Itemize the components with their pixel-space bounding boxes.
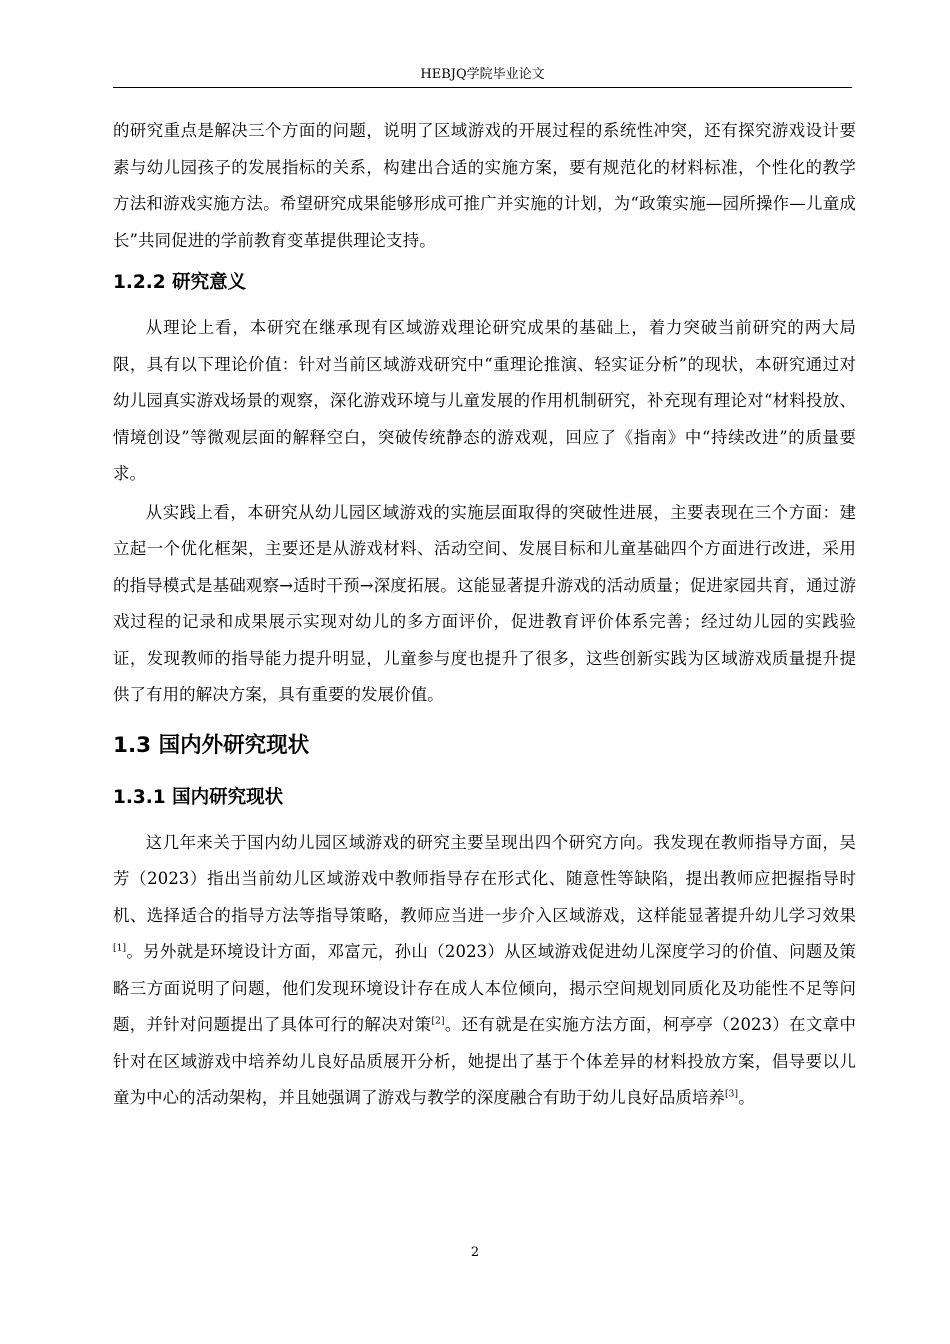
header-divider: [113, 87, 852, 88]
paragraph-practical-value: 从实践上看，本研究从幼儿园区域游戏的实施层面取得的突破性进展，主要表现在三个方面：建立起一个优化框架，主要还是从游戏材料、活动空间、发展目标和儿童基础四个方面进行改进，采用的指导模式是基础观察→适时干预→深度拓展。这能显著提升游戏的活动质量；促进家园共育，通过游戏过程的记录和成果展示实现对幼儿的多方面评价，促进教育评价体系完善；经过幼儿园的实践验证，发现教师的指导能力提升明显，儿童参与度也提升了很多，这些创新实践为区域游戏质量提升提供了有用的解决方案，具有重要的发展价值。: [113, 502, 856, 704]
citation-ref-2[interactable]: [2]: [431, 1016, 445, 1027]
heading-1-2-2: 1.2.2 研究意义: [113, 272, 247, 293]
paragraph-research-focus: 的研究重点是解决三个方面的问题，说明了区域游戏的开展过程的系统性冲突，还有探究游戏设计要素与幼儿园孩子的发展指标的关系，构建出合适的实施方案，要有规范化的材料标准，个性化的教学方法和游戏实施方法。希望研究成果能够形成可推广并实施的计划，为“政策实施—园所操作—儿童成长”共同促进的学前教育变革提供理论支持。: [113, 121, 856, 250]
page-number: 2: [470, 1245, 480, 1260]
heading-1-3: 1.3 国内外研究现状: [113, 732, 310, 758]
citation-ref-3[interactable]: [3]: [725, 1089, 739, 1100]
paragraph-domestic-research: [113, 825, 856, 1117]
paragraph-theoretical-value: 从理论上看，本研究在继承现有区域游戏理论研究成果的基础上，着力突破当前研究的两大局限，具有以下理论价值：针对当前区域游戏研究中“重理论推演、轻实证分析”的现状，本研究通过对幼儿园真实游戏场景的观察，深化游戏环境与儿童发展的作用机制研究，补充现有理论对“材料投放、情境创设”等微观层面的解释空白，突破传统静态的游戏观，回应了《指南》中“持续改进”的质量要求。: [113, 318, 856, 483]
heading-1-3-1: 1.3.1 国内研究现状: [113, 786, 284, 808]
page-body: [113, 113, 856, 1117]
text-segment: 。还有就是在实施方法方面，柯亭亭（2023）在文章中针对在区域游戏中培养幼儿良好品质展开分析，她提出了基于个体差异的材料投放方案，倡导要以儿童为中心的活动架构，并且她强调了游戏与教学的深度融合有助于幼儿良好品质培养: [113, 1015, 856, 1107]
text-segment: 这几年来关于国内幼儿园区域游戏的研究主要呈现出四个研究方向。我发现在教师指导方面，吴芳（2023）指出当前幼儿区域游戏中教师指导存在形式化、随意性等缺陷，提出教师应把握指导时机、选择适合的指导方法等指导策略，教师应当进一步介入区域游戏，这样能显著提升幼儿学习效果: [113, 832, 856, 925]
citation-ref-1[interactable]: [1]: [113, 943, 127, 954]
text-segment: 。: [738, 1088, 755, 1107]
page-header: HEBJQ学院毕业论文: [420, 67, 545, 82]
text-segment: 。另外就是环境设计方面，邓富元，孙山（2023）从区域游戏促进幼儿深度学习的价值、问题及策略三方面说明了问题，他们发现环境设计存在成人本位倾向，揭示空间规划同质化及功能性不足等问题，并针对问题提出了具体可行的解决对策: [113, 942, 856, 1034]
